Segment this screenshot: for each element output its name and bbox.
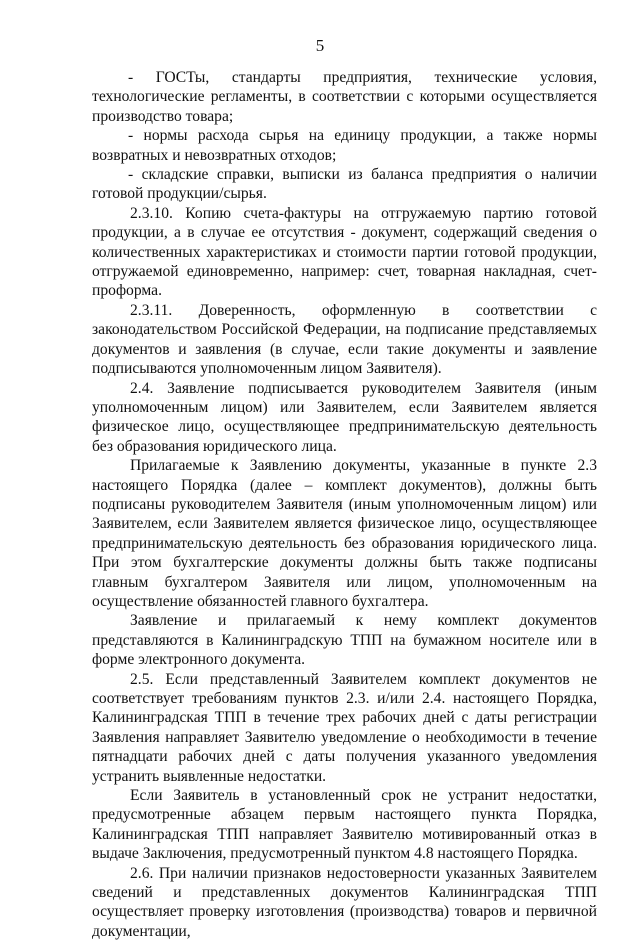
paragraph-2-4: 2.4. Заявление подписывается руководителем Заявителя (иным уполномоченным лицом) или Заявителем, если Заявителем является физическое лицо, осуществляющее предпринимательскую деятельность без образования юридического лица. (92, 379, 597, 455)
paragraph-2-6: 2.6. При наличии признаков недостоверности указанных Заявителем сведений и представленных документов Калининградская ТПП осуществляет проверку изготовления (производства) товаров и первичной документации, (92, 864, 597, 940)
paragraph-attached-documents: Прилагаемые к Заявлению документы, указанные в пункте 2.3 настоящего Порядка (далее – комплект документов), должны быть подписаны руководителем Заявителя (иным уполномоченным лицом) или Заявителем, если Заявителем является физическое лицо, осуществляющее предпринимательскую деятельность без образования юридического лица. При этом бухгалтерские документы должны быть также подписаны главным бухгалтером Заявителя или лицом, уполномоченным на осуществление обязанностей главного бухгалтера. (92, 457, 597, 610)
list-item-consumption-norms: - нормы расхода сырья на единицу продукции, а также нормы возвратных и невозвратных отходов; (92, 127, 597, 164)
paragraph-2-5: 2.5. Если представленный Заявителем комплект документов не соответствует требованиям пунктов 2.3. и/или 2.4. настоящего Порядка, Калининградская ТПП в течение трех рабочих дней с даты регистрации Заявления направляет Заявителю уведомление о необходимости в течение пятнадцати рабочих дней с даты получения указанного уведомления устранить выявленные недостатки. (92, 670, 597, 785)
page-number: 5 (315, 36, 325, 55)
list-item-warehouse-statements: - складские справки, выписки из баланса предприятия о наличии готовой продукции/сырья. (92, 166, 597, 203)
document-body (92, 68, 597, 941)
paragraph-submission: Заявление и прилагаемый к нему комплект документов представляются в Калининградскую ТПП на бумажном носителе или в форме электронного документа. (92, 612, 597, 669)
paragraph-2-3-10: 2.3.10. Копию счета-фактуры на отгружаемую партию готовой продукции, а в случае ее отсутствия - документ, содержащий сведения о количественных характеристиках и стоимости партии готовой продукции, отгружаемой единовременно, например: счет, товарная накладная, счет-проформа. (92, 204, 597, 300)
list-item-standards: - ГОСТы, стандарты предприятия, технические условия, технологические регламенты, в соответствии с которыми осуществляется производство товара; (92, 69, 597, 125)
paragraph-2-3-11: 2.3.11. Доверенность, оформленную в соответствии с законодательством Российской Федерации, на подписание представляемых документов и заявления (в случае, если такие документы и заявление подписываются уполномоченным лицом Заявителя). (92, 301, 597, 378)
paragraph-refusal: Если Заявитель в установленный срок не устранит недостатки, предусмотренные абзацем первым настоящего пункта Порядка, Калининградская ТПП направляет Заявителю мотивированный отказ в выдаче Заключения, предусмотренный пунктом 4.8 настоящего Порядка. (92, 787, 597, 863)
